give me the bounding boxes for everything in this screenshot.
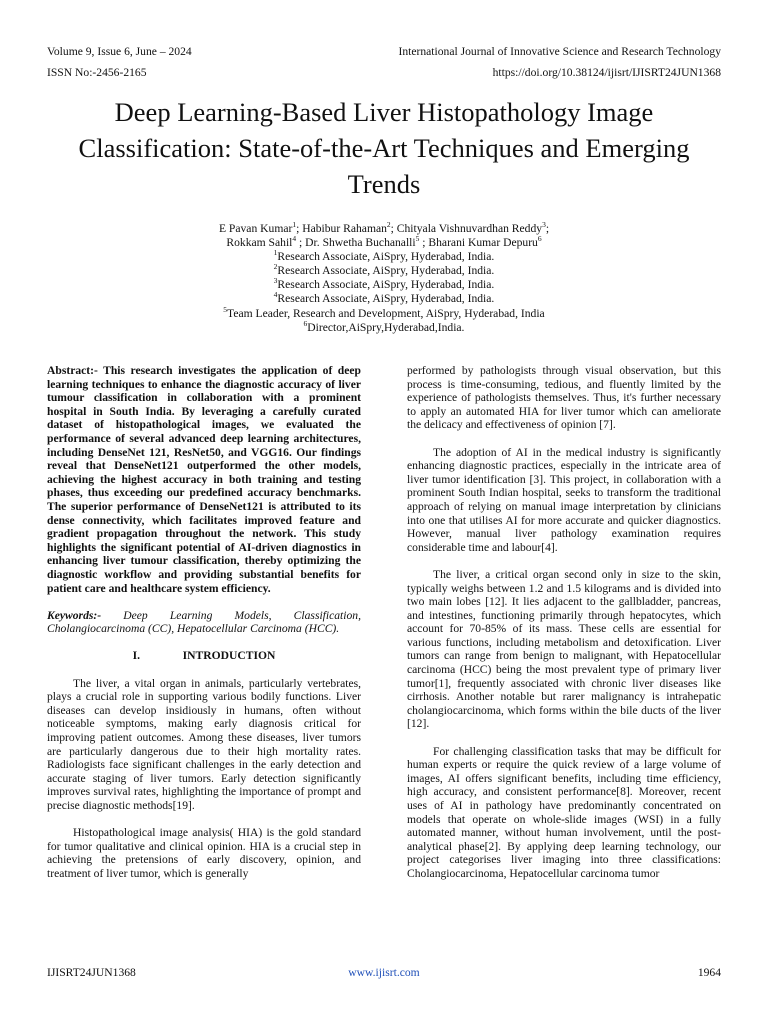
body-paragraph: The adoption of AI in the medical industry is significantly enhancing diagnostic practices, especially in the intricate area of liver tumor identification [3]. This project, in collaboration with a prominent South Indian hospital, seeks to transform the traditional approach of relying on manual image interpretation by clinicians into one that utilises AI for more accurate and quicker diagnostics. However, manual liver pathology examination requires considerable time and labour[4]. <box>407 445 721 554</box>
footer-paper-id: IJISRT24JUN1368 <box>47 966 136 979</box>
doi-link[interactable]: https://doi.org/10.38124/ijisrt/IJISRT24JUN1368 <box>492 66 721 79</box>
section-number: I. <box>132 649 141 663</box>
author-line-2 <box>60 236 708 250</box>
author-separator: ; <box>545 222 550 235</box>
author-sup: 5 <box>415 234 420 244</box>
abstract: Abstract:- This research investigates the application of deep learning techniques to enhance the diagnostic accuracy of liver tumour classification in collaboration with a prominent hospital in South India. By leveraging a carefully curated dataset of histopathological images, we evaluated the performance of several advanced deep learning architectures, including DenseNet 121, ResNet50, and VGG16. Our findings reveal that DenseNet121 outperformed the other models, achieving the highest accuracy in both training and testing phases, thus exceeding our predefined accuracy benchmarks. The superior performance of DenseNet121 is attributed to its dense connectivity, which facilitates improved feature and gradient propagation throughout the network. This study highlights the significant potential of AI-driven diagnostics in enhancing liver tumour classification, thereby optimizing the diagnostic workflow and providing substantial benefits for patient care and healthcare system efficiency. <box>47 364 361 595</box>
author-name: ; Habibur Rahaman <box>296 222 387 235</box>
body-paragraph: performed by pathologists through visual observation, but this process is time-consuming, tedious, and fluently limited by the experience of pathologists themselves. Thus, it's further necessary to apply an automated HIA for liver tumor which can ameliorate the delicacy and effectiveness of opinion [7]. <box>407 364 721 432</box>
author-name: E Pavan Kumar <box>218 222 293 235</box>
affiliation-text: Research Associate, AiSpry, Hyderabad, India. <box>277 278 495 292</box>
affiliation-text: Team Leader, Research and Development, AiSpry, Hyderabad, India <box>227 306 545 320</box>
body-paragraph: The liver, a vital organ in animals, particularly vertebrates, plays a crucial role in supporting various bodily functions. Liver diseases can develop insidiously in humans, often without noticeable symptoms, making early diagnosis critical for improving patient outcomes. Among these diseases, liver tumors are particularly dangerous due to their high mortality rates. Radiologists face significant challenges in the early detection and accurate staging of liver tumors. Early detection significantly improves survival rates, highlighting the importance of prompt and precise diagnostic methods[19]. <box>47 676 361 812</box>
affiliation <box>60 304 708 321</box>
body-paragraph: The liver, a critical organ second only in size to the skin, typically weighs between 1.2 and 1.5 kilograms and is divided into two main lobes [12]. It lies adjacent to the gallbladder, pancreas, and intestines, functioning primarily through hepatocytes, which account for 70-85% of its mass. These cells are essential for various functions, including metabolism and detoxification. Liver tumors can range from benign to malignant, with Hepatocellular carcinoma (HCC) being the most prevalent type of primary liver tumor[1], frequently associated with chronic liver diseases like cirrhosis. Another notable but rarer malignancy is intrahepatic cholangiocarcinoma, which forms within the bile ducts of the liver [12]. <box>407 567 721 731</box>
author-block <box>60 222 708 335</box>
affiliation <box>60 318 708 335</box>
keywords-text: Deep Learning Models, Classification, Cholangiocarcinoma (CC), Hepatocellular Carcinoma (HCC). <box>47 608 361 636</box>
affiliation <box>60 292 708 306</box>
affiliation-sup: 4 <box>273 290 278 300</box>
author-name: Rokkam Sahil <box>226 236 293 250</box>
author-line-1 <box>60 222 708 236</box>
affiliation-sup: 6 <box>303 318 308 328</box>
keywords-label: Keywords:- <box>47 608 102 622</box>
body-paragraph: Histopathological image analysis( HIA) is the gold standard for tumor qualitative and clinical opinion. HIA is a crucial step in achieving the pretensions of early discovery, opinion, and treatment of liver tumor, which is generally <box>47 826 361 880</box>
author-name: ; Dr. Shwetha Buchanalli <box>296 236 416 250</box>
volume-info: Volume 9, Issue 6, June – 2024 <box>47 45 192 58</box>
author-sup: 2 <box>386 220 391 230</box>
affiliation-sup: 3 <box>273 276 278 286</box>
left-column <box>47 364 361 894</box>
author-name: ; Chityala Vishnuvardhan Reddy <box>390 222 543 235</box>
author-sup: 4 <box>292 234 297 244</box>
affiliation <box>60 278 708 292</box>
affiliation-text: Research Associate, AiSpry, Hyderabad, India. <box>277 264 495 278</box>
footer-page-number: 1964 <box>697 966 721 979</box>
section-heading-introduction <box>47 649 361 663</box>
paper-title: Deep Learning-Based Liver Histopathology Image Classification: State-of-the-Art Techniques and Emerging Trends <box>78 97 690 199</box>
author-sup: 1 <box>292 220 297 230</box>
author-sup: 3 <box>542 220 546 230</box>
footer-website-link[interactable]: www.ijisrt.com <box>348 966 420 979</box>
affiliation-sup: 1 <box>273 248 278 258</box>
author-name: ; Bharani Kumar Depuru <box>419 236 538 250</box>
section-title: INTRODUCTION <box>182 649 276 663</box>
affiliation-sup: 5 <box>223 304 228 314</box>
affiliation-text: Research Associate, AiSpry, Hyderabad, India. <box>277 292 495 306</box>
affiliation <box>60 250 708 264</box>
issn: ISSN No:-2456-2165 <box>47 66 147 79</box>
journal-name: International Journal of Innovative Science and Research Technology <box>398 45 721 58</box>
keywords <box>47 609 361 636</box>
affiliation-text: Research Associate, AiSpry, Hyderabad, India. <box>277 250 495 264</box>
body-paragraph: For challenging classification tasks that may be difficult for human experts or require the quick review of a large volume of images, AI offers significant benefits, including time efficiency, high accuracy, and consistent performance[8]. Moreover, recent uses of AI in pathology have predominantly concentrated on models that operate on whole-slide images (WSI) in a fully automated manner, without human involvement, until the post-analytical phase[2]. By applying deep learning technology, our project categorises liver imaging into three classifications: Cholangiocarcinoma, Hepatocellular carcinoma tumor <box>407 744 721 880</box>
affiliation-sup: 2 <box>273 262 278 272</box>
affiliation-text: Director,AiSpry,Hyderabad,India. <box>307 320 465 334</box>
affiliation <box>60 264 708 278</box>
right-column <box>407 364 721 894</box>
author-sup: 6 <box>537 234 542 244</box>
